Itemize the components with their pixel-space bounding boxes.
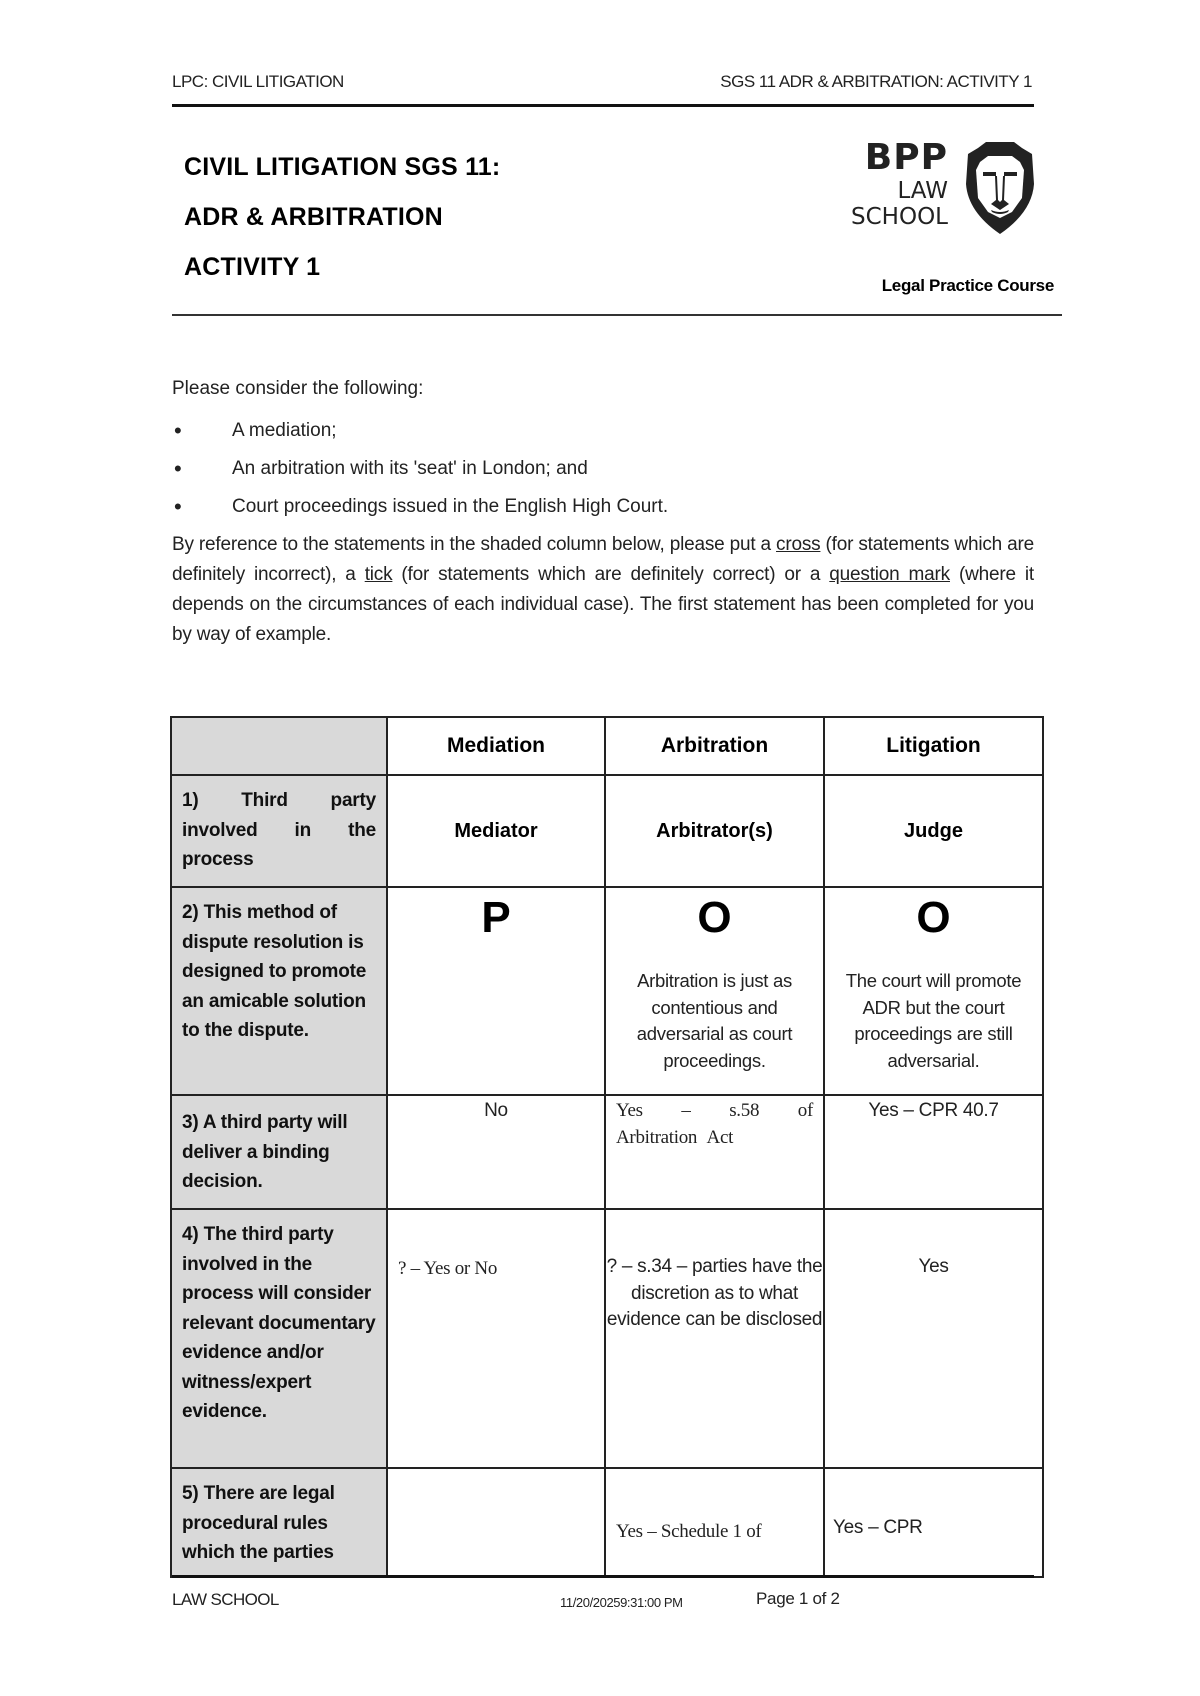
cross-term: cross: [776, 534, 821, 555]
header-rule: [172, 104, 1034, 107]
table-row: [171, 775, 1043, 887]
bullet-icon: •: [174, 456, 182, 481]
statement-cell: 1) Third party involved in the process: [171, 775, 387, 887]
logo-wordmark: [845, 138, 948, 230]
column-header-mediation: Mediation: [387, 717, 605, 775]
list-item: • Court proceedings issued in the English High Court.: [172, 488, 1034, 526]
answer-cell-mediation[interactable]: Mediator: [387, 775, 605, 887]
title-divider: [172, 314, 1062, 316]
logo-law: LAW: [897, 178, 948, 204]
title-line-2: ADR & ARBITRATION: [184, 203, 443, 231]
statement-cell: 4) The third party involved in the process will consider relevant documentary evidence and/or witness/expert evidence.: [171, 1209, 387, 1468]
answer-cell-mediation[interactable]: [387, 1468, 605, 1577]
list-item: • A mediation;: [172, 412, 1034, 450]
lion-shield-icon: [964, 140, 1036, 236]
answer-cell-arbitration[interactable]: ? – s.34 – parties have the discretion as to what evidence can be disclosed: [605, 1209, 824, 1468]
tick-mark-icon: P: [481, 893, 511, 942]
answer-cell-mediation[interactable]: No: [387, 1095, 605, 1209]
document-title: [184, 142, 500, 292]
column-header-litigation: Litigation: [824, 717, 1043, 775]
tick-term: tick: [364, 564, 393, 585]
answer-cell-arbitration[interactable]: Arbitrator(s): [605, 775, 824, 887]
list-item: • An arbitration with its 'seat' in London; and: [172, 450, 1034, 488]
bpp-law-school-logo: [845, 138, 1045, 243]
answer-cell-arbitration[interactable]: Yes – Schedule 1 of: [605, 1468, 824, 1577]
statement-cell: 5) There are legal procedural rules which the parties: [171, 1468, 387, 1577]
header-course-label: LPC: CIVIL LITIGATION: [172, 72, 344, 91]
answer-cell-arbitration[interactable]: [605, 887, 824, 1095]
page-number: Page 1 of 2: [756, 1589, 840, 1608]
scenario-list: [172, 412, 1034, 526]
statement-cell: 2) This method of dispute resolution is designed to promote an amicable solution to the dispute.: [171, 887, 387, 1095]
running-header: [172, 72, 1032, 92]
answer-cell-arbitration[interactable]: Yes – s.58 of Arbitration Act: [605, 1095, 824, 1209]
logo-school: SCHOOL: [851, 204, 948, 230]
comparison-table: [170, 716, 1044, 1578]
answer-cell-litigation[interactable]: Judge: [824, 775, 1043, 887]
title-line-3: ACTIVITY 1: [184, 253, 321, 281]
footer-timestamp: 11/20/20259:31:00 PM: [560, 1595, 683, 1610]
cross-mark-icon: O: [697, 893, 732, 942]
cross-mark-icon: O: [916, 893, 951, 942]
answer-cell-litigation[interactable]: Yes: [824, 1209, 1043, 1468]
answer-cell-litigation[interactable]: [824, 887, 1043, 1095]
statement-cell: 3) A third party will deliver a binding decision.: [171, 1095, 387, 1209]
table-row: [171, 1095, 1043, 1209]
logo-brand: BPP: [864, 137, 948, 178]
answer-note: Arbitration is just as contentious and adversarial as court proceedings.: [636, 970, 793, 1071]
answer-note: The court will promote ADR but the court proceedings are still adversarial.: [845, 970, 1022, 1071]
bullet-icon: •: [174, 494, 182, 519]
answer-cell-litigation[interactable]: Yes – CPR: [824, 1468, 1043, 1577]
instructions: [172, 374, 1034, 650]
table-row: [171, 1209, 1043, 1468]
table-header-row: [171, 717, 1043, 775]
question-mark-term: question mark: [829, 564, 950, 585]
title-line-1: CIVIL LITIGATION SGS 11:: [184, 153, 501, 181]
header-blank-cell: [171, 717, 387, 775]
bullet-icon: •: [174, 418, 182, 443]
footer-school: LAW SCHOOL: [172, 1590, 279, 1609]
answer-cell-litigation[interactable]: Yes – CPR 40.7: [824, 1095, 1043, 1209]
answer-cell-mediation[interactable]: [387, 887, 605, 1095]
table-row: [171, 1468, 1043, 1577]
course-name: Legal Practice Course: [881, 276, 1054, 295]
intro-lead: Please consider the following:: [172, 378, 424, 399]
instruction-paragraph: By reference to the statements in the shaded column below, please put a cross (for statements which are definitely incorrect), a tick (for statements which are definitely correct) or a question mark (where it depends on the circumstances of each individual case). The first statement has been completed for you by way of example.: [172, 534, 1035, 645]
footer-rule: [172, 1575, 1034, 1578]
header-activity-label: SGS 11 ADR & ARBITRATION: ACTIVITY 1: [720, 72, 1032, 91]
answer-cell-mediation[interactable]: ? – Yes or No: [387, 1209, 605, 1468]
column-header-arbitration: Arbitration: [605, 717, 824, 775]
table-row: [171, 887, 1043, 1095]
